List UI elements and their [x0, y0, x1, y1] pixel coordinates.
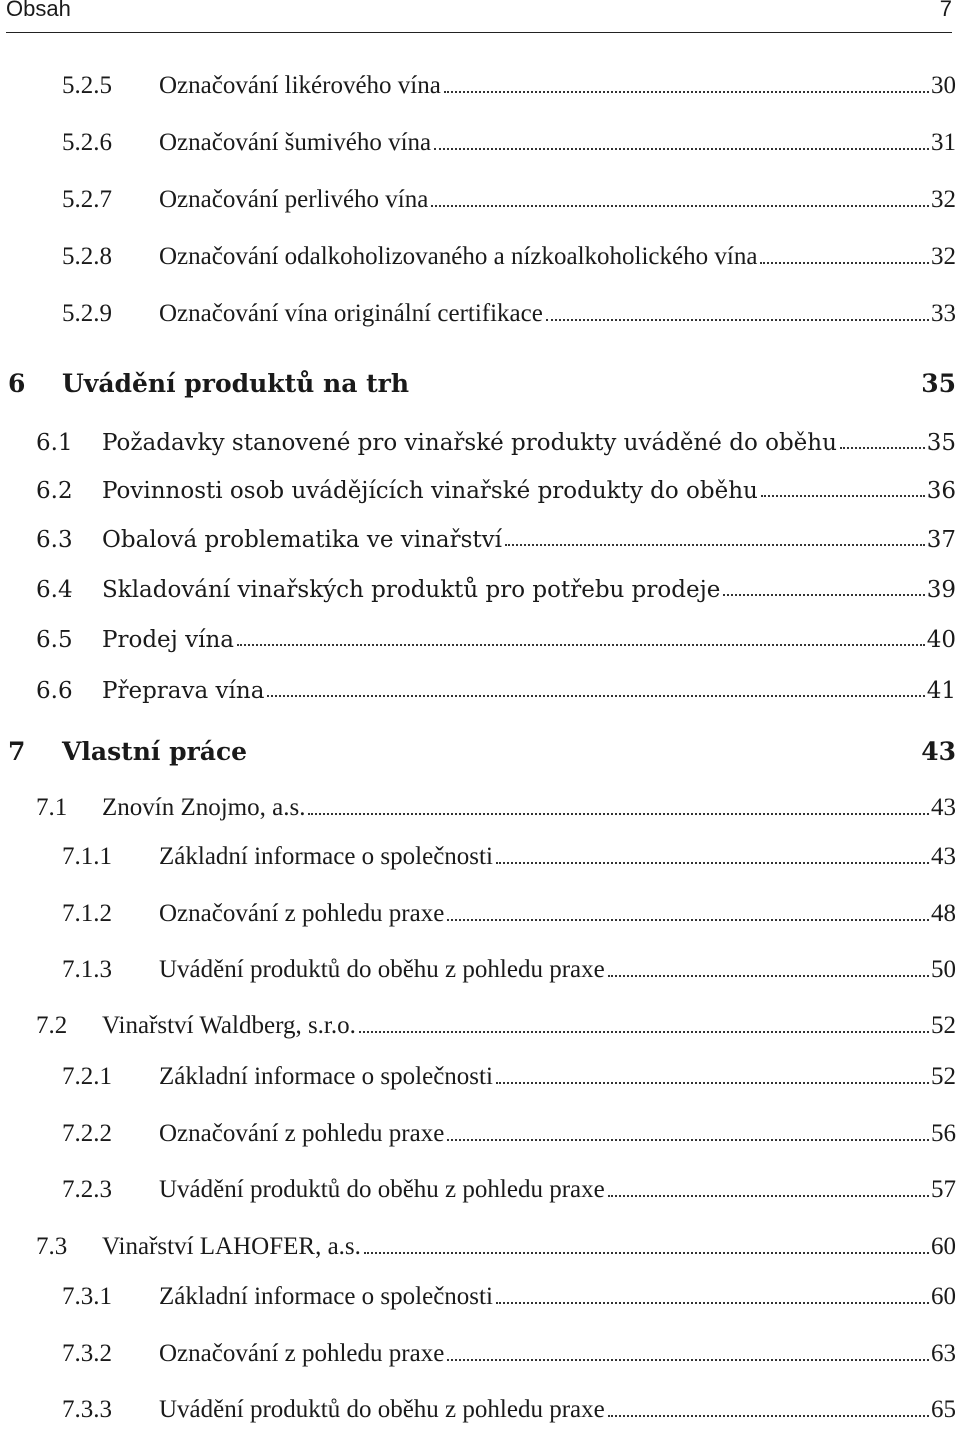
toc-entry-page: 60 — [931, 1233, 956, 1260]
toc-dot-leader — [447, 1359, 929, 1361]
toc-entry[interactable] — [0, 231, 960, 271]
toc-entry-title: Povinnosti osob uvádějících vinařské produkty do oběhu — [102, 478, 758, 504]
toc-entry-page: 65 — [931, 1396, 956, 1423]
toc-entry-number: 7.2.3 — [62, 1176, 112, 1203]
toc-entry-page: 35 — [926, 430, 956, 456]
toc-entry-page: 48 — [931, 900, 956, 927]
toc-entry[interactable] — [0, 1221, 960, 1261]
toc-entry[interactable] — [0, 174, 960, 214]
toc-entry-line — [102, 577, 956, 603]
toc-entry-number: 5.2.9 — [62, 300, 112, 327]
toc-dot-leader — [840, 447, 925, 449]
toc-entry-number: 7.2 — [36, 1012, 68, 1039]
toc-entry-title: Uvádění produktů do oběhu z pohledu praxe — [159, 956, 605, 983]
toc-entry-title: Označování odalkoholizovaného a nízkoalkoholického vína — [159, 243, 758, 270]
toc-entry-page: 60 — [931, 1283, 956, 1310]
toc-dot-leader — [267, 695, 924, 697]
toc-dot-leader — [723, 594, 924, 596]
toc-entry[interactable] — [0, 726, 960, 766]
toc-entry-line — [159, 1396, 956, 1424]
toc-entry-title: Vlastní práce — [62, 737, 248, 766]
toc-entry-line — [159, 1120, 956, 1148]
toc-dot-leader — [546, 319, 929, 321]
toc-entry-number: 5.2.8 — [62, 243, 112, 270]
toc-entry-title: Označování z pohledu praxe — [159, 1340, 445, 1367]
toc-dot-leader — [359, 1031, 929, 1033]
toc-entry-page: 32 — [931, 186, 956, 213]
toc-entry-page: 37 — [926, 527, 956, 553]
toc-entry[interactable] — [0, 358, 960, 398]
toc-dot-leader — [496, 1082, 929, 1084]
toc-entry-page: 50 — [931, 956, 956, 983]
toc-entry-line — [159, 129, 956, 157]
toc-entry-line — [102, 794, 956, 822]
toc-entry-line — [102, 1233, 956, 1261]
toc-entry[interactable] — [0, 613, 960, 653]
header-page-number: 7 — [939, 0, 952, 21]
toc-entry-title: Uvádění produktů do oběhu z pohledu praxe — [159, 1396, 605, 1423]
toc-entry[interactable] — [0, 1000, 960, 1040]
toc-entry[interactable] — [0, 1384, 960, 1424]
toc-entry-title: Základní informace o společnosti — [159, 1283, 493, 1310]
toc-entry[interactable] — [0, 1271, 960, 1311]
toc-entry-page: 43 — [931, 843, 956, 870]
header-title: Obsah — [6, 0, 71, 21]
toc-entry-line — [159, 843, 956, 871]
toc-entry-number: 7 — [8, 737, 26, 766]
toc-entry-page: 39 — [926, 577, 956, 603]
toc-entry-number: 7.3.3 — [62, 1396, 112, 1423]
toc-dot-leader — [237, 644, 925, 646]
toc-entry-number: 5.2.6 — [62, 129, 112, 156]
toc-entry-number: 7.2.1 — [62, 1063, 112, 1090]
toc-entry[interactable] — [0, 782, 960, 822]
toc-entry-title: Označování z pohledu praxe — [159, 1120, 445, 1147]
toc-entry-number: 7.1.1 — [62, 843, 112, 870]
toc-dot-leader — [308, 813, 929, 815]
toc-entry-line — [159, 300, 956, 328]
toc-entry[interactable] — [0, 664, 960, 704]
toc-entry-title: Označování šumivého vína — [159, 129, 432, 156]
toc-dot-leader — [505, 544, 925, 546]
toc-dot-leader — [608, 1415, 929, 1417]
toc-entry-number: 7.3 — [36, 1233, 68, 1260]
toc-dot-leader — [434, 148, 929, 150]
toc-entry-page: 31 — [931, 129, 956, 156]
toc-entry-line — [159, 186, 956, 214]
toc-entry-title: Základní informace o společnosti — [159, 843, 493, 870]
toc-entry-line — [62, 369, 956, 398]
toc-dot-leader — [496, 1302, 929, 1304]
toc-entry-line — [159, 72, 956, 100]
toc-entry-page: 52 — [931, 1063, 956, 1090]
toc-dot-leader — [447, 919, 929, 921]
toc-entry-line — [159, 243, 956, 271]
toc-entry[interactable] — [0, 117, 960, 157]
toc-entry-page: 43 — [931, 794, 956, 821]
toc-entry[interactable] — [0, 288, 960, 328]
toc-entry-title: Skladování vinařských produktů pro potřebu prodeje — [102, 577, 721, 603]
toc-entry-number: 5.2.5 — [62, 72, 112, 99]
toc-entry-title: Uvádění produktů na trh — [62, 369, 409, 398]
toc-entry-number: 7.3.2 — [62, 1340, 112, 1367]
toc-dot-leader — [444, 91, 929, 93]
toc-entry-page: 52 — [931, 1012, 956, 1039]
toc-entry[interactable] — [0, 1108, 960, 1148]
toc-entry-title: Prodej vína — [102, 627, 234, 653]
toc-entry-number: 6.3 — [36, 527, 73, 553]
toc-entry[interactable] — [0, 1328, 960, 1368]
toc-entry-title: Označování likérového vína — [159, 72, 441, 99]
toc-entry-title: Vinařství LAHOFER, a.s. — [102, 1233, 361, 1260]
toc-entry-number: 7.3.1 — [62, 1283, 112, 1310]
toc-entry-line — [102, 627, 956, 653]
toc-dot-leader — [608, 1195, 929, 1197]
toc-entry-page: 35 — [921, 369, 956, 398]
toc-entry-title: Požadavky stanovené pro vinařské produkty uváděné do oběhu — [102, 430, 837, 456]
toc-entry-title: Vinařství Waldberg, s.r.o. — [102, 1012, 356, 1039]
toc-entry-page: 56 — [931, 1120, 956, 1147]
toc-entry-number: 7.1 — [36, 794, 68, 821]
toc-entry-number: 5.2.7 — [62, 186, 112, 213]
toc-entry[interactable] — [0, 1051, 960, 1091]
toc-entry-number: 6.2 — [36, 478, 73, 504]
toc-entry-line — [62, 737, 956, 766]
toc-entry-title: Označování z pohledu praxe — [159, 900, 445, 927]
toc-entry-line — [102, 478, 956, 504]
toc-entry[interactable] — [0, 60, 960, 100]
toc-entry-line — [102, 1012, 956, 1040]
toc-entry-line — [102, 430, 956, 456]
toc-entry[interactable] — [0, 563, 960, 603]
toc-entry-number: 7.1.3 — [62, 956, 112, 983]
toc-entry-page: 36 — [926, 478, 956, 504]
toc-dot-leader — [364, 1252, 929, 1254]
toc-entry-page: 63 — [931, 1340, 956, 1367]
toc-entry-line — [159, 1340, 956, 1368]
toc-entry[interactable] — [0, 944, 960, 984]
toc-entry-number: 6.1 — [36, 430, 73, 456]
toc-entry-number: 6 — [8, 369, 26, 398]
toc-entry-number: 6.4 — [36, 577, 73, 603]
toc-entry-title: Obalová problematika ve vinařství — [102, 527, 503, 553]
toc-entry-page: 43 — [921, 737, 956, 766]
toc-entry[interactable] — [0, 416, 960, 456]
toc-entry-line — [159, 900, 956, 928]
toc-entry-title: Uvádění produktů do oběhu z pohledu praxe — [159, 1176, 605, 1203]
toc-entry-title: Znovín Znojmo, a.s. — [102, 794, 306, 821]
toc-entry[interactable] — [0, 464, 960, 504]
toc-entry-page: 41 — [926, 678, 956, 704]
toc-entry-line — [159, 1176, 956, 1204]
toc-entry-line — [159, 1063, 956, 1091]
toc-entry[interactable] — [0, 1164, 960, 1204]
toc-entry[interactable] — [0, 888, 960, 928]
toc-entry[interactable] — [0, 831, 960, 871]
toc-entry-page: 33 — [931, 300, 956, 327]
toc-dot-leader — [447, 1139, 929, 1141]
toc-dot-leader — [760, 262, 929, 264]
toc-entry-number: 7.2.2 — [62, 1120, 112, 1147]
toc-dot-leader — [608, 975, 929, 977]
toc-entry-page: 32 — [931, 243, 956, 270]
toc-entry-page: 57 — [931, 1176, 956, 1203]
toc-entry-page: 40 — [926, 627, 956, 653]
toc-entry-line — [102, 678, 956, 704]
toc-entry-number: 7.1.2 — [62, 900, 112, 927]
toc-entry-number: 6.5 — [36, 627, 73, 653]
toc-entry-title: Základní informace o společnosti — [159, 1063, 493, 1090]
toc-entry-line — [102, 527, 956, 553]
toc-dot-leader — [431, 205, 929, 207]
toc-dot-leader — [761, 495, 925, 497]
toc-entry-line — [159, 1283, 956, 1311]
toc-entry-line — [159, 956, 956, 984]
toc-entry-title: Přeprava vína — [102, 678, 265, 704]
toc-entry-number: 6.6 — [36, 678, 73, 704]
toc-entry-title: Označování perlivého vína — [159, 186, 429, 213]
toc-entry[interactable] — [0, 513, 960, 553]
toc-entry-page: 30 — [931, 72, 956, 99]
toc-dot-leader — [496, 862, 929, 864]
toc-entry-title: Označování vína originální certifikace — [159, 300, 543, 327]
